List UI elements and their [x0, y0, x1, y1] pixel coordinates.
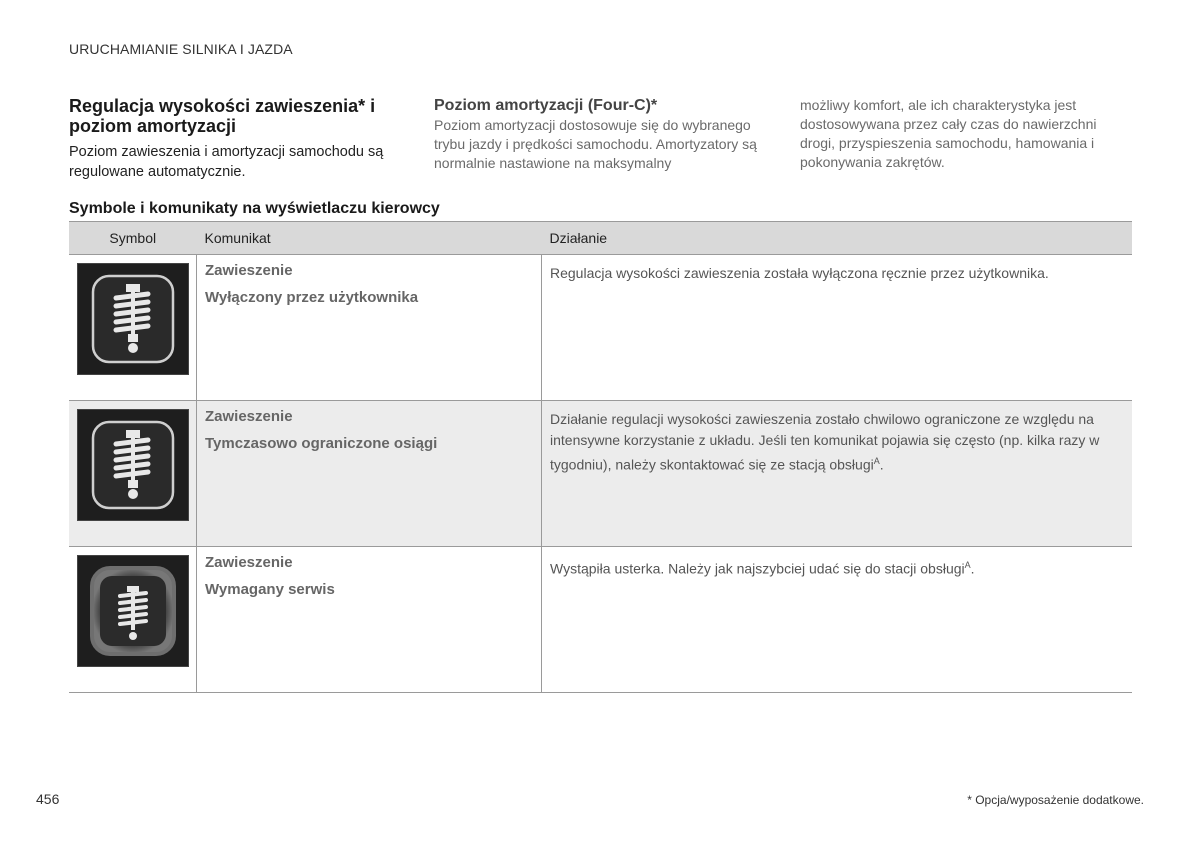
table-title: Symbole i komunikaty na wyświetlaczu kierowcy — [69, 200, 440, 217]
message-subtitle: Wyłączony przez użytkownika — [205, 289, 419, 306]
running-head: URUCHAMIANIE SILNIKA I JAZDA — [69, 41, 293, 57]
section-heading: Regulacja wysokości zawieszenia* i poziom amortyzacji — [69, 96, 376, 136]
damping-column — [434, 96, 774, 173]
action-description: Regulacja wysokości zawieszenia została wyłączona ręcznie przez użytkownika. — [550, 265, 1049, 281]
action-description: Wystąpiła usterka. Należy jak najszybciej udać się do stacji obsługi — [550, 560, 965, 577]
action-description: Działanie regulacji wysokości zawieszenia zostało chwilowo ograniczone ze względu na intensywne korzystanie z układu. Jeśli ten komunikat pojawia się często (np. kilka razy w tygodniu), należy skontaktować się ze stacją obsługi — [550, 411, 1100, 473]
damping-text-continued: możliwy komfort, ale ich charakterystyka jest dostosowywana przez cały czas do nawierzchni drogi, przyspieszenia samochodu, hamowania i pokonywania zakrętów. — [800, 97, 1097, 170]
message-title: Zawieszenie — [205, 262, 293, 279]
symbols-table — [69, 221, 1132, 693]
suspension-limited-icon — [77, 409, 189, 521]
page-number: 456 — [36, 791, 60, 807]
action-text — [542, 255, 1133, 401]
footnote-marker: A — [873, 456, 880, 466]
header-message: Komunikat — [197, 222, 542, 255]
header-symbol: Symbol — [69, 222, 197, 255]
intro-text: Poziom zawieszenia i amortyzacji samochodu są regulowane automatycznie. — [69, 144, 384, 180]
damping-heading: Poziom amortyzacji (Four-C)* — [434, 97, 658, 114]
header-action: Działanie — [542, 222, 1133, 255]
message-subtitle: Tymczasowo ograniczone osiągi — [205, 435, 438, 452]
suspension-off-icon — [77, 263, 189, 375]
intro-column — [69, 96, 409, 182]
table-row — [69, 255, 1132, 401]
message-title: Zawieszenie — [205, 408, 293, 425]
table-row — [69, 547, 1132, 693]
action-tail: . — [879, 456, 884, 473]
action-text — [542, 547, 1133, 693]
damping-text: Poziom amortyzacji dostosowuje się do wybranego trybu jazdy i prędkości samochodu. Amortyzatory są normalnie nastawione na maksymalny — [434, 117, 757, 171]
action-tail: . — [970, 560, 975, 577]
table-row — [69, 401, 1132, 547]
footnote: * Opcja/wyposażenie dodatkowe. — [967, 793, 1144, 807]
message-title: Zawieszenie — [205, 554, 293, 571]
message-subtitle: Wymagany serwis — [205, 581, 335, 598]
action-text — [542, 401, 1133, 547]
suspension-service-icon — [77, 555, 189, 667]
footnote-marker: A — [964, 560, 971, 570]
damping-continued-column — [800, 96, 1130, 172]
